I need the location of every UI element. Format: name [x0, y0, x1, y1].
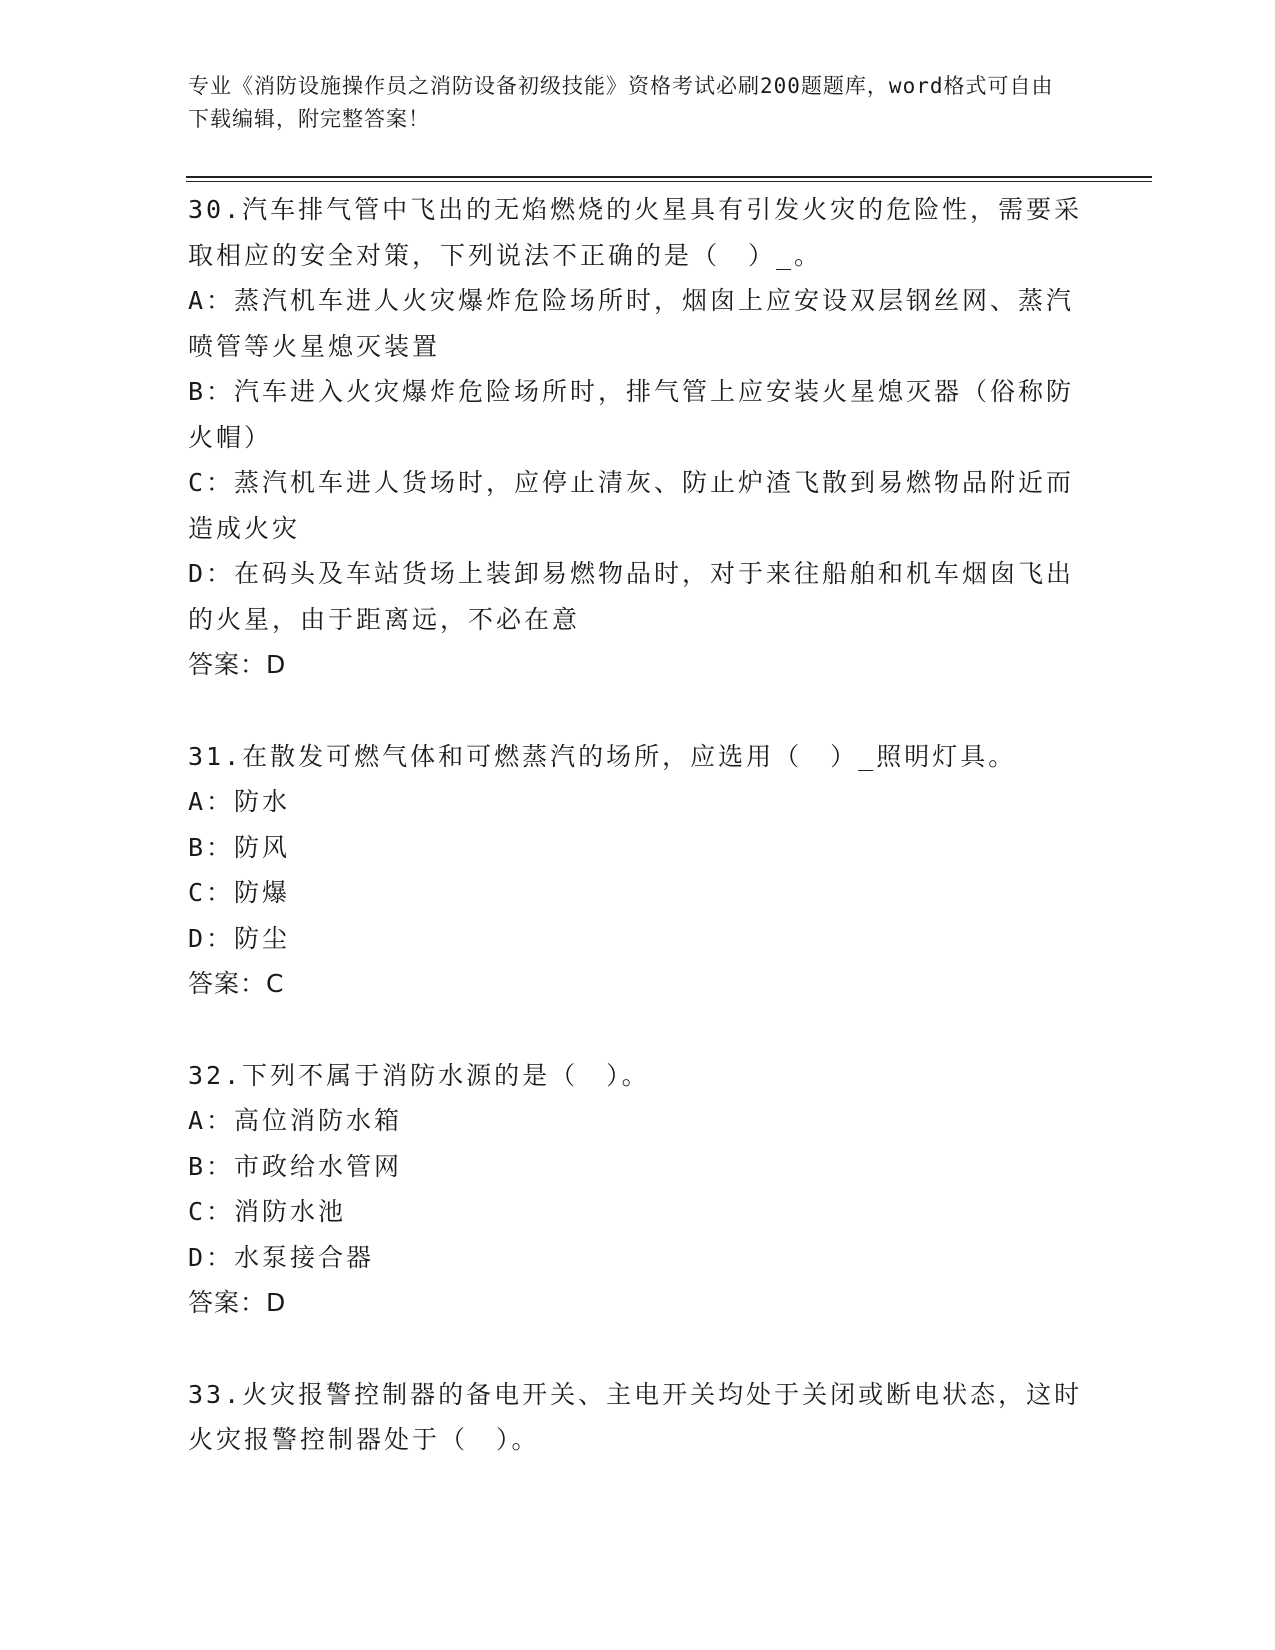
header-divider-thick	[186, 176, 1152, 178]
option-c: C：消防水池	[188, 1197, 347, 1226]
question-32	[188, 1053, 1088, 1326]
question-stem: 33.火灾报警控制器的备电开关、主电开关均处于关闭或断电状态，这时火灾报警控制器处于（ ）。	[188, 1379, 1083, 1454]
question-stem: 32.下列不属于消防水源的是（ ）。	[188, 1060, 650, 1090]
option-a: A：高位消防水箱	[188, 1106, 403, 1135]
option-c: C：蒸汽机车进人货场时，应停止清灰、防止炉渣飞散到易燃物品附近而造成火灾	[188, 468, 1075, 543]
option-b: B：汽车进入火灾爆炸危险场所时，排气管上应安装火星熄灭器（俗称防火帽）	[188, 377, 1075, 452]
question-31	[188, 734, 1088, 1007]
option-b: B：防风	[188, 832, 291, 862]
option-a: A：防水	[188, 787, 291, 816]
answer-line: 答案：D	[188, 650, 287, 679]
answer-line: 答案：D	[188, 1288, 287, 1317]
question-33	[188, 1372, 1088, 1463]
header-divider-thin	[186, 181, 1152, 182]
option-b: B：市政给水管网	[188, 1151, 403, 1181]
option-c: C：防爆	[188, 878, 291, 907]
answer-line: 答案：C	[188, 969, 285, 998]
option-d: D：在码头及车站货场上装卸易燃物品时，对于来往船舶和机车烟囱飞出的火星，由于距离远，不必在意	[188, 559, 1075, 634]
question-30	[188, 187, 1088, 688]
question-list	[188, 187, 1088, 1509]
option-a: A：蒸汽机车进人火灾爆炸危险场所时，烟囱上应安设双层钢丝网、蒸汽喷管等火星熄灭装置	[188, 286, 1075, 361]
document-header-note: 专业《消防设施操作员之消防设备初级技能》资格考试必刷200题题库，word格式可自由下载编辑，附完整答案！	[188, 74, 1054, 131]
question-stem: 30.汽车排气管中飞出的无焰燃烧的火星具有引发火灾的危险性，需要采取相应的安全对策，下列说法不正确的是（ ）_。	[188, 195, 1083, 270]
option-d: D：防尘	[188, 923, 291, 953]
option-d: D：水泵接合器	[188, 1242, 375, 1272]
question-stem: 31.在散发可燃气体和可燃蒸汽的场所，应选用（ ）_照明灯具。	[188, 741, 1017, 771]
